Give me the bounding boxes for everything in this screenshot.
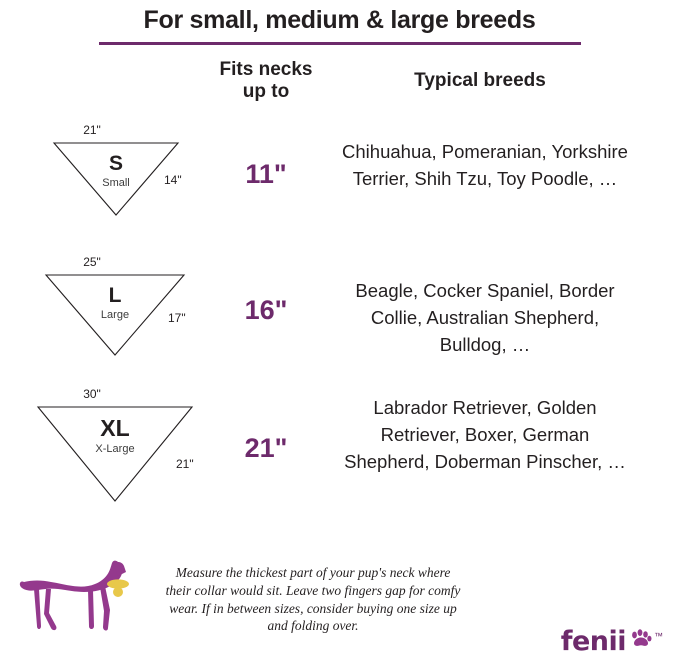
- bandana-diagram-xlarge: [22, 385, 212, 527]
- drop-label-small: 14": [164, 173, 182, 187]
- table-row: [0, 385, 679, 527]
- size-name-xlarge: X-Large: [95, 443, 135, 455]
- size-name-small: Small: [102, 177, 130, 189]
- breeds-list-xlarge: Labrador Retriever, Golden Retriever, Boxer, German Shepherd, Doberman Pinscher, …: [344, 397, 626, 472]
- page-title: For small, medium & large breeds: [143, 6, 536, 34]
- drop-label-xlarge: 21": [176, 457, 194, 471]
- fits-necks-line1: Fits necks: [219, 59, 313, 80]
- paw-icon: [630, 629, 652, 652]
- bandana-diagram-large: [22, 253, 212, 385]
- title-underline: [99, 42, 581, 45]
- table-row: [0, 121, 679, 253]
- breeds-list-large: Beagle, Cocker Spaniel, Border Collie, Australian Shepherd, Bulldog, …: [355, 280, 615, 355]
- brand-logo: [561, 628, 663, 655]
- measurement-note: Measure the thickest part of your pup's neck where their collar would sit. Leave two fingers gap for comfy wear. If in between sizes, consider buying one size up and folding over.: [165, 565, 461, 634]
- column-header-fits-necks: [196, 59, 336, 104]
- fits-necks-line2: up to: [242, 81, 290, 103]
- drop-label-large: 17": [168, 311, 186, 325]
- size-rows: [0, 121, 679, 527]
- breeds-list-small: Chihuahua, Pomeranian, Yorkshire Terrier, Shih Tzu, Toy Poodle, …: [342, 141, 628, 189]
- size-code-large: L: [108, 284, 122, 307]
- width-label-small: 21": [83, 123, 101, 137]
- size-code-xlarge: XL: [100, 415, 130, 441]
- dog-illustration: [18, 558, 154, 655]
- size-code-small: S: [108, 152, 123, 175]
- width-label-large: 25": [83, 255, 101, 269]
- size-name-large: Large: [100, 309, 130, 321]
- neck-measurement-xlarge: 21": [244, 433, 288, 463]
- width-label-xlarge: 30": [83, 387, 101, 401]
- column-header-typical-breeds: Typical breeds: [414, 70, 546, 91]
- dog-silhouette-icon: [18, 558, 154, 650]
- column-headers: [0, 59, 679, 117]
- brand-name: fenii: [560, 626, 626, 657]
- trademark-symbol: ™: [654, 631, 663, 641]
- table-row: [0, 253, 679, 385]
- neck-measurement-large: 16": [244, 295, 288, 325]
- bandana-diagram-small: [22, 121, 212, 253]
- footer: [0, 545, 679, 667]
- neck-measurement-small: 11": [245, 159, 287, 189]
